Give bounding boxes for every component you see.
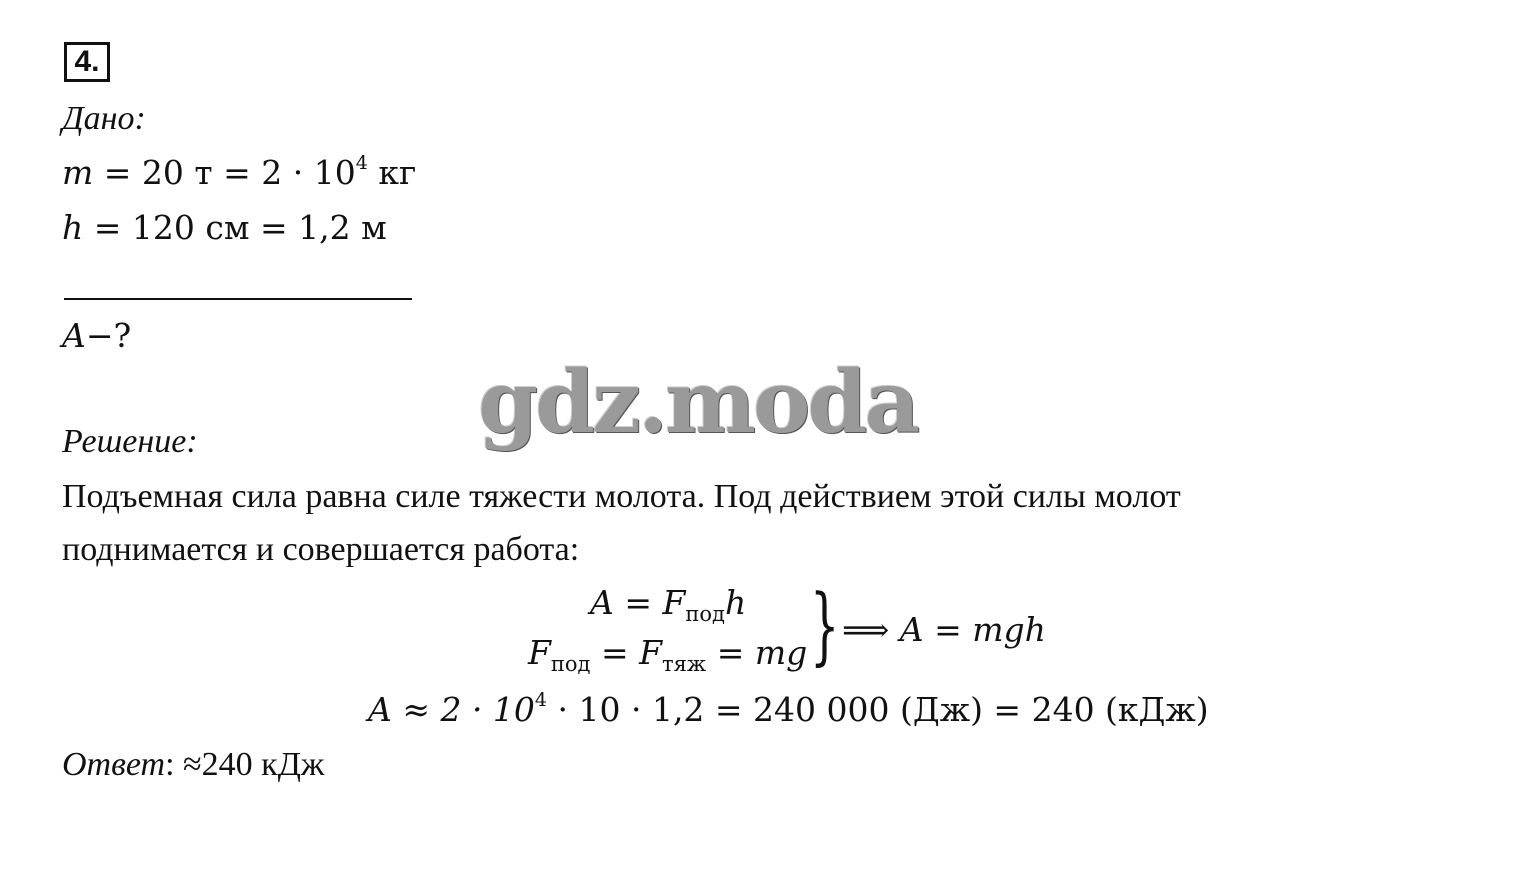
mass-variable: m — [62, 153, 94, 192]
answer-line — [62, 746, 324, 784]
given-heading: Дано: — [62, 100, 146, 137]
given-mass-line — [62, 153, 416, 192]
height-value: = 120 см = 1,2 м — [83, 208, 387, 247]
mass-exponent: 4 — [355, 152, 368, 174]
answer-value: : ≈240 кДж — [165, 746, 325, 783]
find-variable: A — [62, 316, 86, 355]
solution-text-line1: Подъемная сила равна силе тяжести молота. Под действием этой силы молот — [62, 478, 1181, 515]
find-line — [62, 316, 131, 355]
answer-label: Ответ — [62, 746, 166, 783]
equation-work — [590, 583, 747, 626]
solution-heading: Решение: — [62, 423, 198, 460]
mass-unit: кг — [367, 153, 417, 192]
mass-value: = 20 т = 2 · 10 — [93, 153, 356, 192]
given-divider — [64, 298, 412, 300]
find-question: −? — [85, 316, 132, 355]
equation-calculation — [368, 690, 1209, 729]
height-variable: h — [62, 208, 84, 247]
solution-text-line2: поднимается и совершается работа: — [62, 531, 580, 568]
equation-implication: ⟹ A = mgh — [842, 610, 1046, 649]
equation-force — [528, 633, 808, 676]
eq1-rhs: h — [724, 583, 747, 622]
eq1-subscript: под — [685, 602, 725, 626]
given-height-line — [62, 208, 387, 247]
eq2-part3: = mg — [706, 633, 808, 672]
eq2-sub1: под — [550, 652, 591, 676]
eq1-lhs: A = F — [590, 583, 686, 622]
eq2-sub2: тяж — [662, 652, 707, 676]
calc-prefix: A ≈ 2 · 10 — [368, 690, 535, 729]
calc-exponent: 4 — [534, 689, 548, 711]
calc-rest: · 10 · 1,2 = 240 000 (Дж) = 240 (кДж) — [547, 690, 1209, 729]
eq2-part2: = F — [590, 633, 663, 672]
system-brace: } — [810, 576, 840, 674]
eq2-part1: F — [528, 633, 551, 672]
watermark: gdz.moda — [478, 352, 918, 453]
problem-number: 4. — [64, 42, 110, 82]
